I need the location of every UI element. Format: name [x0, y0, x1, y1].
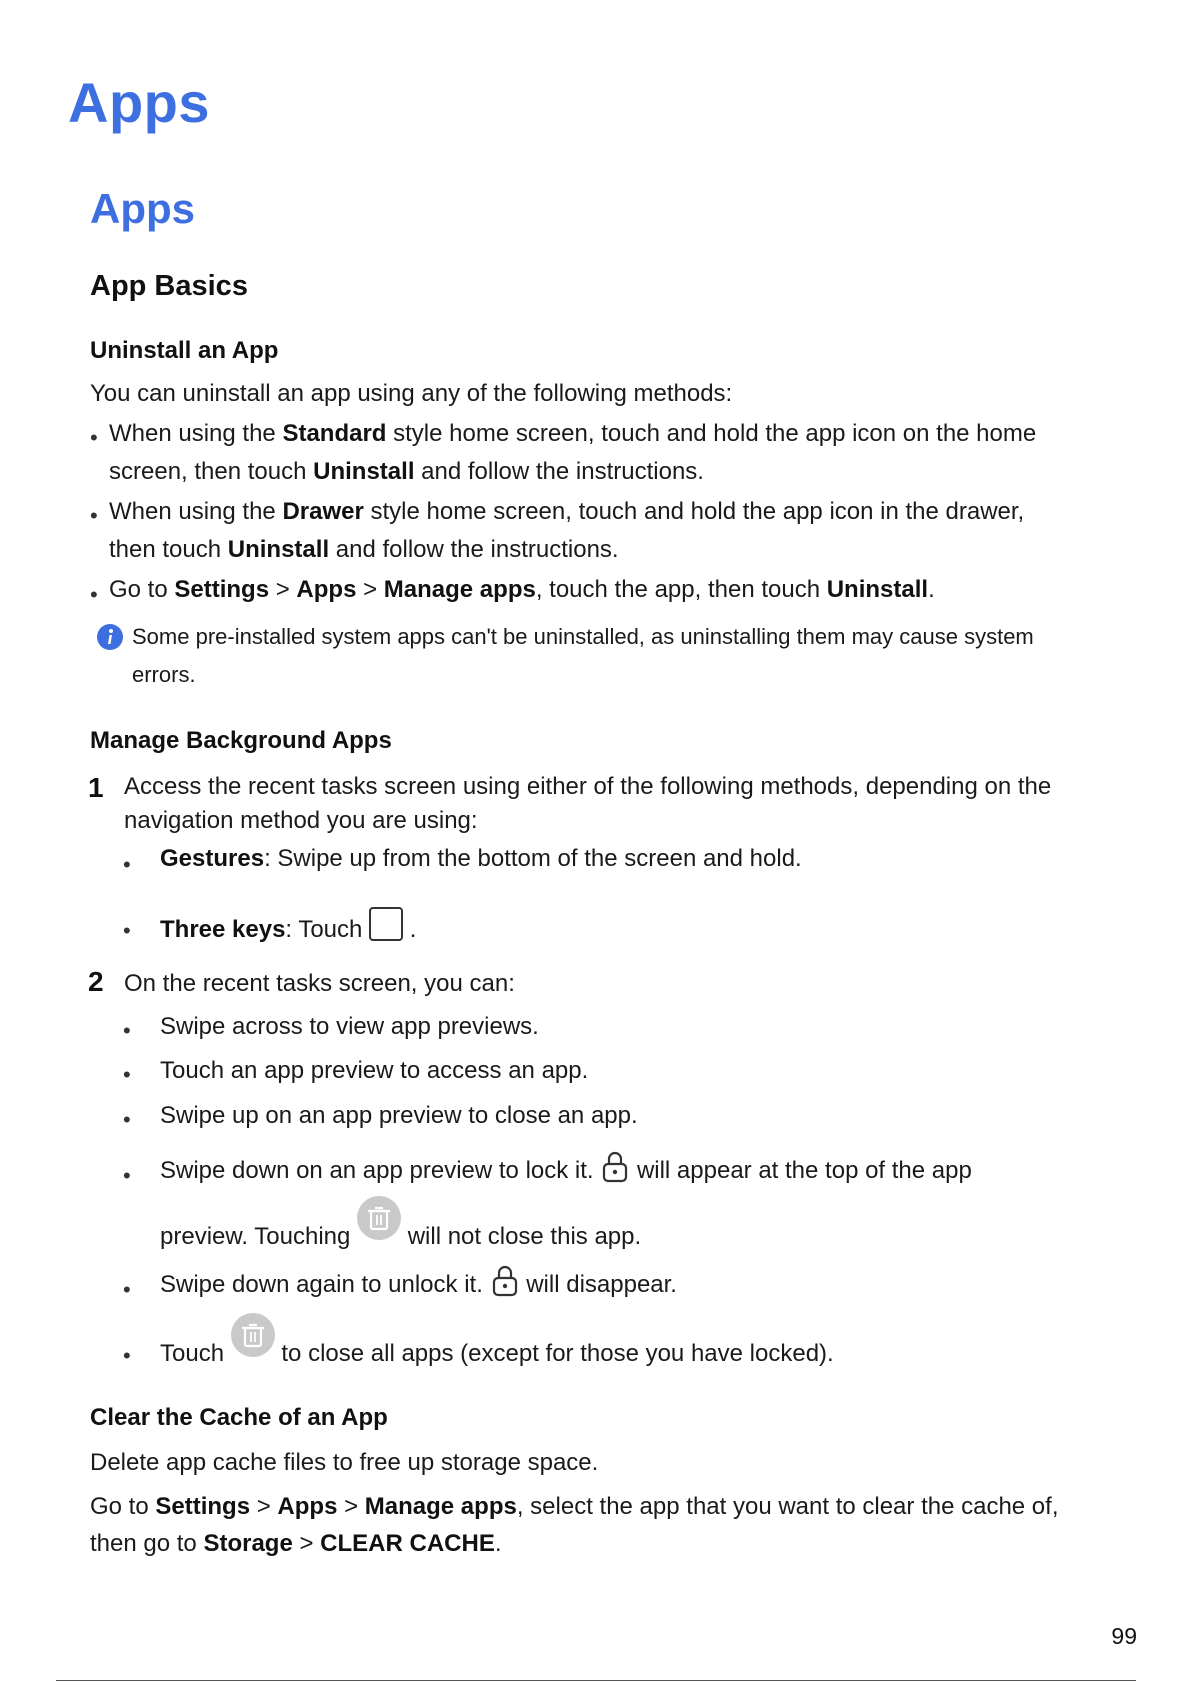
bullet: •	[123, 1062, 131, 1087]
info-icon	[96, 623, 124, 656]
bullet: •	[123, 1277, 131, 1302]
step2-bullet-4: Swipe down on an app preview to lock it. will appear at the top of the app	[160, 1147, 972, 1201]
cache-line-3: then go to Storage > CLEAR CACHE.	[90, 1530, 502, 1557]
step1-line1: Access the recent tasks screen using either of the following methods, depending on the	[124, 773, 1052, 800]
step2-bullet-3: Swipe up on an app preview to close an app.	[160, 1102, 638, 1129]
clear-all-trash-icon[interactable]	[231, 1313, 275, 1357]
uninstall-bullet-1: When using the Standard style home screen, touch and hold the app icon on the home	[109, 420, 1037, 447]
uninstall-intro: You can uninstall an app using any of the following methods:	[90, 380, 733, 407]
uninstall-bullet-2-line2: then touch Uninstall and follow the instructions.	[109, 536, 619, 563]
uninstall-bullet-3: Go to Settings > Apps > Manage apps, touch the app, then touch Uninstall.	[109, 576, 935, 603]
uninstall-bullet-1-line2: screen, then touch Uninstall and follow the instructions.	[109, 458, 704, 485]
footer-divider	[56, 1680, 1136, 1681]
bullet: •	[123, 1163, 131, 1188]
step2-bullet-6: Touch to close all apps (except for those you have locked).	[160, 1313, 834, 1390]
note-line-1: Some pre-installed system apps can't be uninstalled, as uninstalling them may cause system	[132, 624, 1034, 649]
step2-bullet-5: Swipe down again to unlock it. will disappear.	[160, 1261, 677, 1315]
lock-icon	[490, 1264, 520, 1315]
gestures-item: Gestures: Swipe up from the bottom of the screen and hold.	[160, 845, 802, 872]
step2-bullet-2: Touch an app preview to access an app.	[160, 1057, 589, 1084]
bullet: •	[123, 1107, 131, 1132]
bullet: •	[90, 425, 98, 450]
bullet: •	[123, 852, 131, 877]
bullet: •	[123, 918, 131, 943]
threekeys-item: Three keys: Touch .	[160, 900, 416, 960]
step2-text: On the recent tasks screen, you can:	[124, 970, 515, 997]
bullet: •	[90, 582, 98, 607]
step2-bullet-1: Swipe across to view app previews.	[160, 1013, 539, 1040]
bullet: •	[123, 1343, 131, 1368]
recent-tasks-key-icon	[369, 907, 403, 941]
trash-icon[interactable]	[357, 1196, 401, 1240]
page-number: 99	[1111, 1623, 1137, 1649]
chapter-title: Apps	[68, 71, 210, 134]
section-title: Apps	[90, 185, 195, 232]
lock-icon	[600, 1150, 630, 1201]
cache-heading: Clear the Cache of an App	[90, 1404, 388, 1431]
step1-line2: navigation method you are using:	[124, 807, 478, 834]
background-heading: Manage Background Apps	[90, 727, 392, 754]
bullet: •	[90, 503, 98, 528]
cache-line-2: Go to Settings > Apps > Manage apps, select the app that you want to clear the cache of,	[90, 1493, 1059, 1520]
bullet: •	[123, 1018, 131, 1043]
uninstall-bullet-2: When using the Drawer style home screen, touch and hold the app icon in the drawer,	[109, 498, 1025, 525]
uninstall-heading: Uninstall an App	[90, 337, 279, 364]
step2-bullet-4-line2: preview. Touching will not close this app.	[160, 1196, 641, 1272]
cache-line-1: Delete app cache files to free up storage space.	[90, 1449, 599, 1476]
step-number: 2	[88, 966, 104, 997]
subsection-title: App Basics	[90, 270, 248, 302]
note-line-2: errors.	[132, 662, 196, 687]
step-number: 1	[88, 772, 104, 803]
